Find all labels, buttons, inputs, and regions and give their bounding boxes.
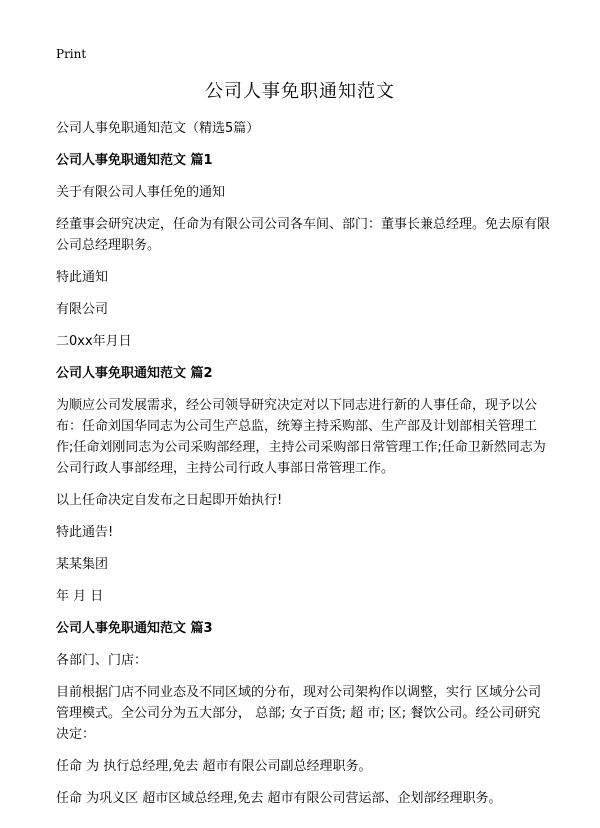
paragraph: 以上任命决定自发布之日起即开始执行!	[56, 493, 283, 508]
paragraph: 关于有限公司人事任免的通知	[56, 185, 226, 200]
paragraph: 特此通告!	[56, 525, 114, 540]
paragraph: 有限公司	[56, 302, 109, 317]
section-heading: 公司人事免职通知范文 篇1	[56, 153, 213, 168]
section-1	[56, 150, 550, 352]
section-heading: 公司人事免职通知范文 篇2	[56, 366, 213, 381]
paragraph: 经董事会研究决定，任命为有限公司公司各车间、部门：董事长兼总经理。免去原有限公司总经理职务。	[56, 217, 551, 253]
paragraph: 目前根据门店不同业态及不同区域的分布，现对公司架构作以调整，实行 区域分公司管理模式。全公司分为五大部分， 总部; 女子百货; 超 市; 区; 餐饮公司。经公司研究决定：	[56, 685, 542, 742]
intro-line: 公司人事免职通知范文（精选5篇）	[56, 121, 260, 136]
paragraph: 特此通知	[56, 270, 109, 285]
section-heading: 公司人事免职通知范文 篇3	[56, 621, 213, 636]
section-3	[56, 618, 550, 809]
paragraph: 为顺应公司发展需求，经公司领导研究决定对以下同志进行新的人事任命，现予以公布：任命刘国华同志为公司生产总监，统筹主持采购部、生产部及计划部相关管理工作;任命刘刚同志为公司采购部经理，主持公司采购部日常管理工作;任命卫新然同志为公司行政人事部经理，主持公司行政人事部日常管理工作。	[56, 398, 546, 476]
paragraph: 任命 为 执行总经理,免去 超市有限公司副总经理职务。	[56, 759, 372, 774]
paragraph: 二0xx年月日	[56, 334, 132, 349]
print-label: Print	[56, 47, 87, 61]
document-body	[56, 118, 550, 820]
document-title: 公司人事免职通知范文	[205, 81, 395, 102]
paragraph: 某某集团	[56, 557, 109, 572]
paragraph: 各部门、门店：	[56, 653, 148, 668]
paragraph: 年 月 日	[56, 589, 104, 604]
paragraph: 任命 为巩义区 超市区域总经理,免去 超市有限公司营运部、企划部经理职务。	[56, 791, 502, 806]
section-2	[56, 363, 550, 607]
